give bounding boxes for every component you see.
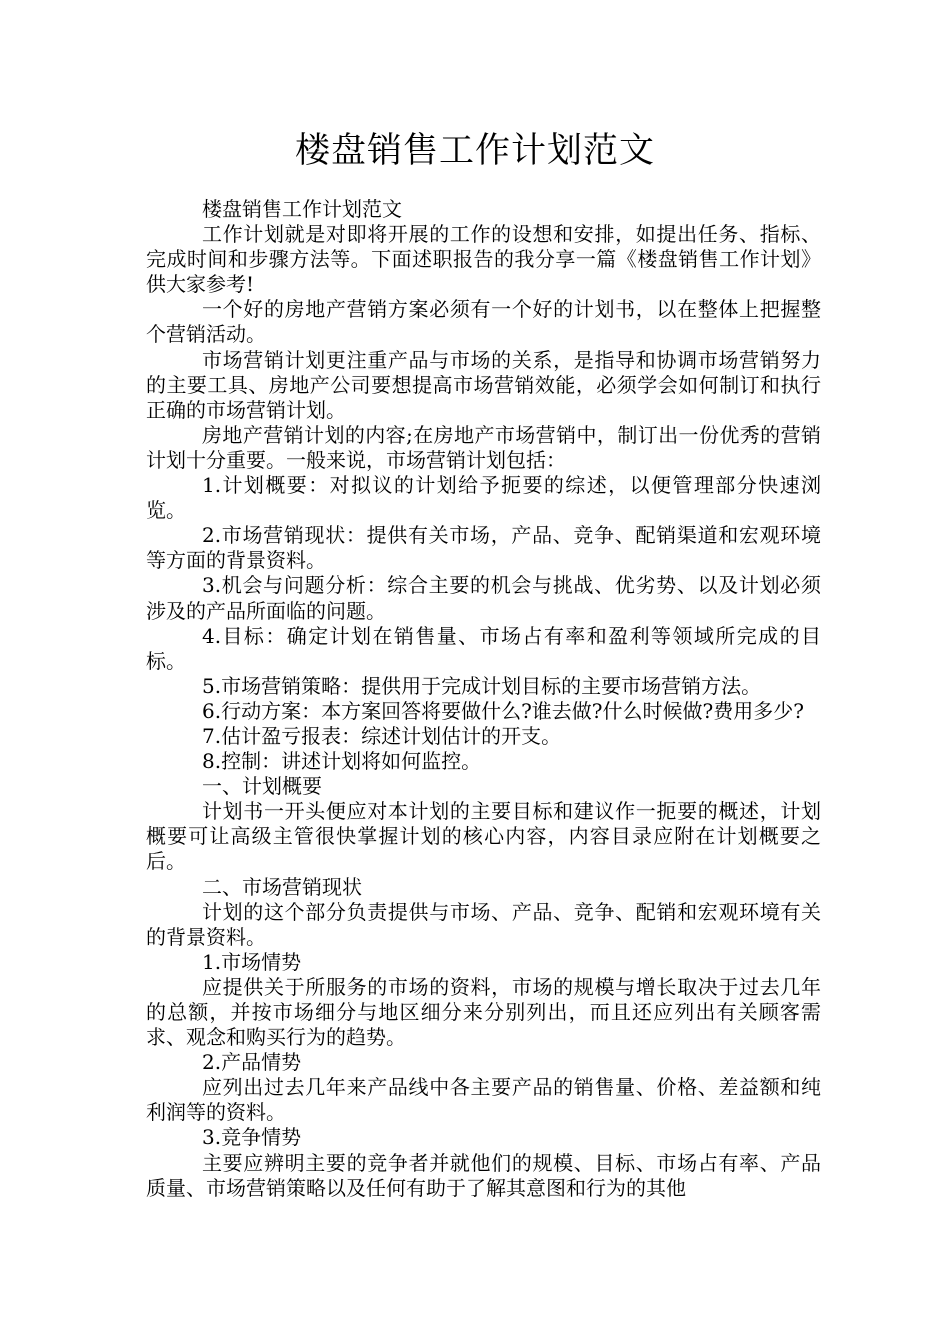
list-item: 2.市场营销现状：提供有关市场，产品、竞争、配销渠道和宏观环境等方面的背景资料。: [146, 523, 821, 573]
list-item: 8.控制：讲述计划将如何监控。: [202, 749, 482, 774]
paragraph: 房地产营销计划的内容;在房地产市场营销中，制订出一份优秀的营销计划十分重要。一般来说，市场营销计划包括：: [146, 422, 821, 472]
list-item: 3.机会与问题分析：综合主要的机会与挑战、优劣势、以及计划必须涉及的产品所面临的问题。: [146, 573, 821, 623]
paragraph: 计划的这个部分负责提供与市场、产品、竞争、配销和宏观环境有关的背景资料。: [146, 899, 821, 949]
list-item: 4.目标：确定计划在销售量、市场占有率和盈利等领域所完成的目标。: [146, 623, 821, 673]
paragraph: 计划书一开头便应对本计划的主要目标和建议作一扼要的概述，计划概要可让高级主管很快掌握计划的核心内容，内容目录应附在计划概要之后。: [146, 799, 821, 874]
list-item: 1.计划概要：对拟议的计划给予扼要的综述，以便管理部分快速浏览。: [146, 473, 821, 523]
list-item: 5.市场营销策略：提供用于完成计划目标的主要市场营销方法。: [202, 673, 762, 698]
subsection-heading: 2.产品情势: [202, 1050, 302, 1075]
paragraph: 楼盘销售工作计划范文: [202, 197, 402, 221]
paragraph: 一个好的房地产营销方案必须有一个好的计划书，以在整体上把握整个营销活动。: [146, 297, 821, 347]
paragraph: 主要应辨明主要的竞争者并就他们的规模、目标、市场占有率、产品质量、市场营销策略以及任何有助于了解其意图和行为的其他: [146, 1150, 821, 1200]
subsection-heading: 3.竞争情势: [202, 1125, 302, 1150]
subsection-heading: 1.市场情势: [202, 949, 302, 974]
paragraph: 应提供关于所服务的市场的资料，市场的规模与增长取决于过去几年的总额，并按市场细分与地区细分来分别列出，而且还应列出有关顾客需求、观念和购买行为的趋势。: [146, 974, 821, 1050]
document-body: [146, 197, 821, 1201]
section-heading: 一、计划概要: [202, 774, 322, 799]
paragraph: 市场营销计划更注重产品与市场的关系，是指导和协调市场营销努力的主要工具、房地产公司要想提高市场营销效能，必须学会如何制订和执行正确的市场营销计划。: [146, 347, 821, 422]
section-heading: 二、市场营销现状: [202, 874, 362, 899]
list-item: 6.行动方案：本方案回答将要做什么?谁去做?什么时候做?费用多少?: [202, 698, 804, 723]
paragraph: 应列出过去几年来产品线中各主要产品的销售量、价格、差益额和纯利润等的资料。: [146, 1075, 821, 1125]
page-title: 楼盘销售工作计划范文: [294, 131, 655, 171]
paragraph: 工作计划就是对即将开展的工作的设想和安排，如提出任务、指标、完成时间和步骤方法等。下面述职报告的我分享一篇《楼盘销售工作计划》供大家参考!: [146, 222, 821, 297]
list-item: 7.估计盈亏报表：综述计划估计的开支。: [202, 723, 562, 748]
